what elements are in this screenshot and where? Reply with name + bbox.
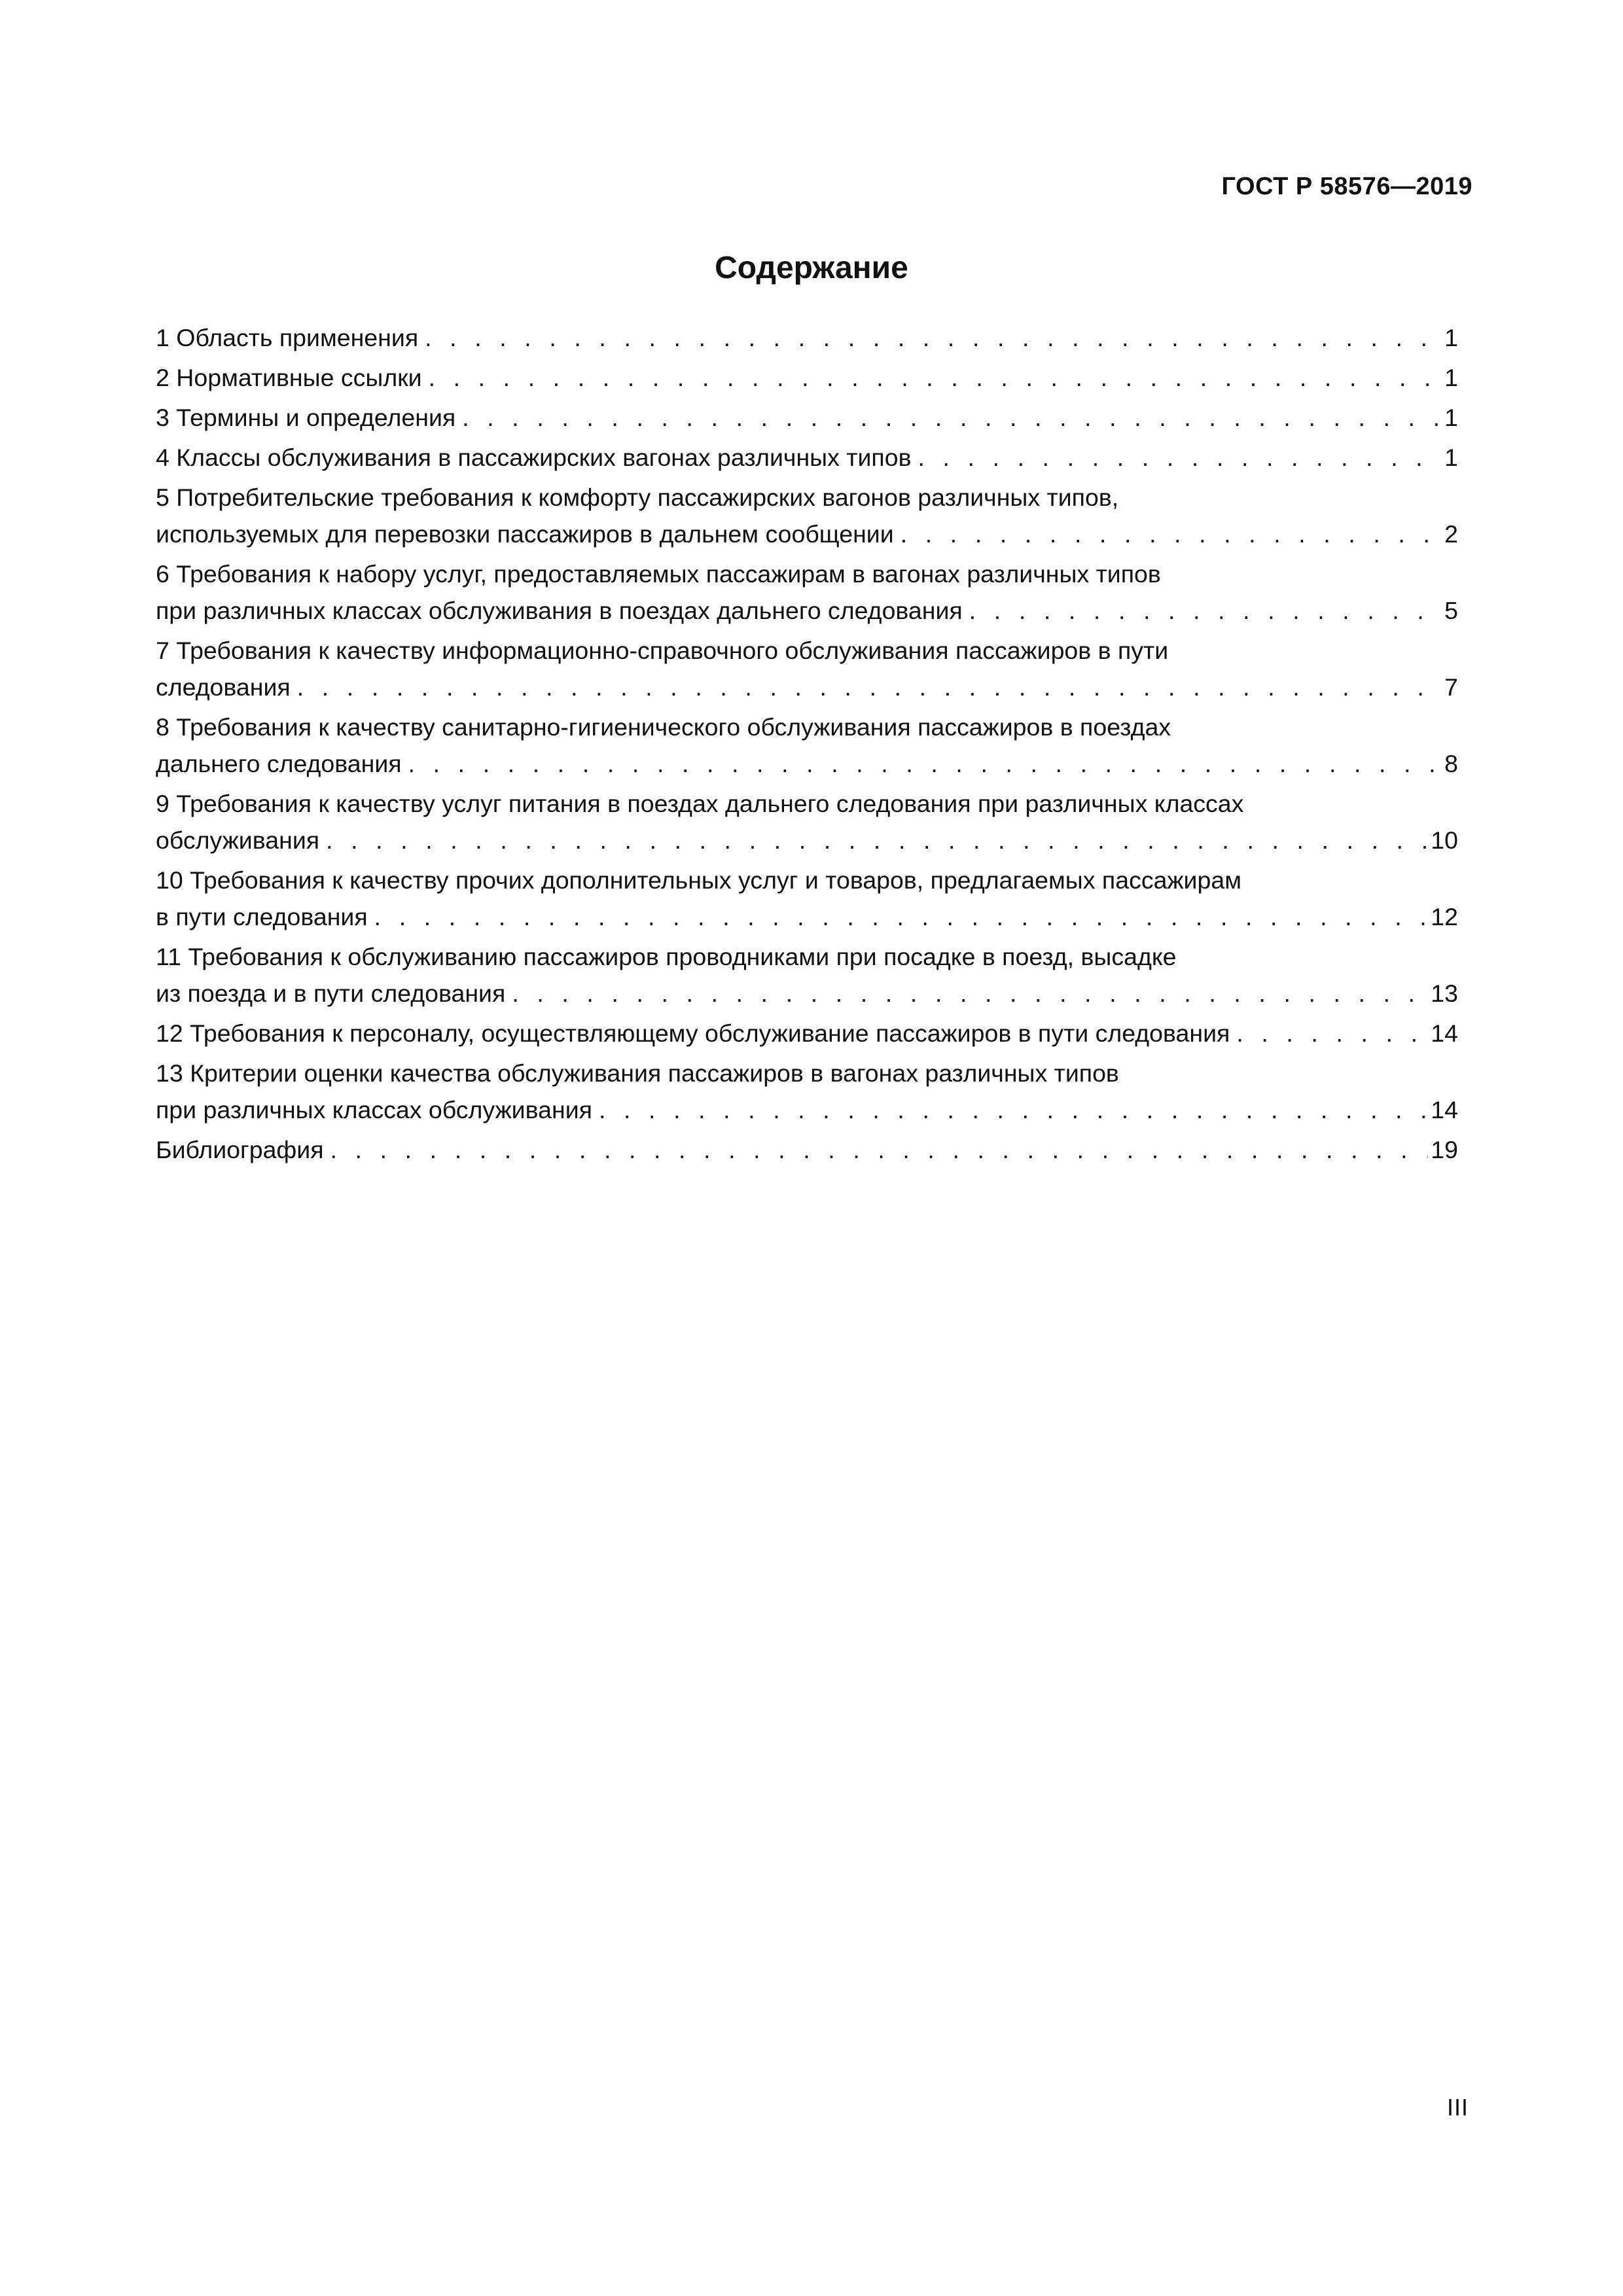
- toc-entry-line: [156, 439, 1458, 476]
- toc-entry[interactable]: [156, 319, 1458, 356]
- toc-entry-line: [156, 1015, 1458, 1051]
- toc-entry[interactable]: [156, 632, 1458, 705]
- toc-leader-dots: [1236, 1015, 1428, 1051]
- toc-title: Содержание: [715, 251, 908, 285]
- toc-entry-first-line: 5 Потребительские требования к комфорту пассажирских вагонов различных типов,: [156, 484, 1119, 511]
- toc-entry-text: 12 Требования к персоналу, осуществляющему обслуживание пассажиров в пути следования: [156, 1019, 1230, 1047]
- toc-entry-first-line: 13 Критерии оценки качества обслуживания пассажиров в вагонах различных типов: [156, 1059, 1119, 1087]
- toc-entry-text: используемых для перевозки пассажиров в дальнем сообщении: [156, 520, 894, 548]
- toc-entry-page: 14: [1431, 1019, 1458, 1047]
- toc-leader-dots: [425, 319, 1442, 356]
- toc-entry[interactable]: [156, 785, 1458, 858]
- toc-leader-dots: [462, 399, 1442, 436]
- toc-entry[interactable]: [156, 1055, 1458, 1128]
- toc-entry-text: из поезда и в пути следования: [156, 980, 506, 1007]
- toc-entry-line: [156, 399, 1458, 436]
- toc-entry-page: 7: [1444, 673, 1458, 701]
- toc-entry[interactable]: [156, 938, 1458, 1012]
- toc-entry-line: [156, 975, 1458, 1012]
- toc-entry-page: 19: [1431, 1136, 1458, 1163]
- toc-entry-page: 8: [1444, 750, 1458, 777]
- toc-entry-first-line: 7 Требования к качеству информационно-справочного обслуживания пассажиров в пути: [156, 637, 1169, 664]
- toc-entry-text: при различных классах обслуживания: [156, 1096, 592, 1123]
- toc-entry-line: [156, 1131, 1458, 1168]
- toc-entry-page: 1: [1444, 404, 1458, 431]
- toc-leader-dots: [429, 359, 1442, 396]
- toc-leader-dots: [599, 1091, 1428, 1128]
- toc-entry-first-line: 8 Требования к качеству санитарно-гигиенического обслуживания пассажиров в поездах: [156, 713, 1171, 741]
- toc-entry-first-line: 9 Требования к качеству услуг питания в поездах дальнего следования при различных классах: [156, 790, 1244, 817]
- toc-entry[interactable]: [156, 862, 1458, 935]
- toc-entry-line: [156, 822, 1458, 858]
- toc-entry-page: 1: [1444, 364, 1458, 391]
- toc-leader-dots: [918, 439, 1442, 476]
- toc-leader-dots: [901, 516, 1442, 552]
- toc-entry-line: [156, 1091, 1458, 1128]
- toc-entry-page: 10: [1431, 826, 1458, 854]
- toc-entry-line: [156, 319, 1458, 356]
- toc-entry-text: Библиография: [156, 1136, 324, 1163]
- toc-leader-dots: [297, 669, 1442, 705]
- toc-entry-text: 1 Область применения: [156, 324, 419, 351]
- toc-entry-page: 2: [1444, 520, 1458, 548]
- toc-leader-dots: [330, 1131, 1429, 1168]
- toc-entry-page: 1: [1444, 324, 1458, 351]
- toc-entry[interactable]: [156, 479, 1458, 552]
- toc-entry[interactable]: [156, 359, 1458, 396]
- toc-entry-page: 1: [1444, 444, 1458, 471]
- toc-entry[interactable]: [156, 399, 1458, 436]
- toc-leader-dots: [969, 592, 1442, 629]
- toc-leader-dots: [408, 745, 1442, 782]
- toc-entry[interactable]: [156, 1131, 1458, 1168]
- toc-entry-page: 5: [1444, 597, 1458, 624]
- toc-entry[interactable]: [156, 556, 1458, 629]
- toc-entry-line: [156, 669, 1458, 705]
- toc-entry-text: обслуживания: [156, 826, 320, 854]
- toc-entry-text: следования: [156, 673, 291, 701]
- toc-entry-text: 4 Классы обслуживания в пассажирских вагонах различных типов: [156, 444, 912, 471]
- toc-leader-dots: [326, 822, 1428, 858]
- toc-entry[interactable]: [156, 1015, 1458, 1051]
- toc-entry-text: в пути следования: [156, 903, 368, 930]
- toc-leader-dots: [374, 898, 1429, 935]
- toc-entry-text: дальнего следования: [156, 750, 402, 777]
- toc-entry-text: 3 Термины и определения: [156, 404, 456, 431]
- toc-entry-first-line: 11 Требования к обслуживанию пассажиров проводниками при посадке в поезд, высадке: [156, 943, 1177, 970]
- toc-entry-line: [156, 516, 1458, 552]
- toc-entry-line: [156, 745, 1458, 782]
- toc-entry-first-line: 6 Требования к набору услуг, предоставляемых пассажирам в вагонах различных типов: [156, 560, 1161, 588]
- toc-leader-dots: [512, 975, 1428, 1012]
- toc-entry-text: 2 Нормативные ссылки: [156, 364, 422, 391]
- table-of-contents: [156, 319, 1458, 1171]
- toc-entry-line: [156, 592, 1458, 629]
- toc-entry-page: 12: [1431, 903, 1458, 930]
- toc-entry-first-line: 10 Требования к качеству прочих дополнительных услуг и товаров, предлагаемых пассажирам: [156, 866, 1241, 894]
- toc-entry-text: при различных классах обслуживания в поездах дальнего следования: [156, 597, 963, 624]
- toc-entry[interactable]: [156, 439, 1458, 476]
- page-number: III: [1446, 2094, 1469, 2121]
- toc-entry-line: [156, 898, 1458, 935]
- toc-entry-line: [156, 359, 1458, 396]
- document-code: ГОСТ Р 58576—2019: [1221, 173, 1472, 200]
- toc-entry[interactable]: [156, 709, 1458, 782]
- toc-entry-page: 14: [1431, 1096, 1458, 1123]
- toc-entry-page: 13: [1431, 980, 1458, 1007]
